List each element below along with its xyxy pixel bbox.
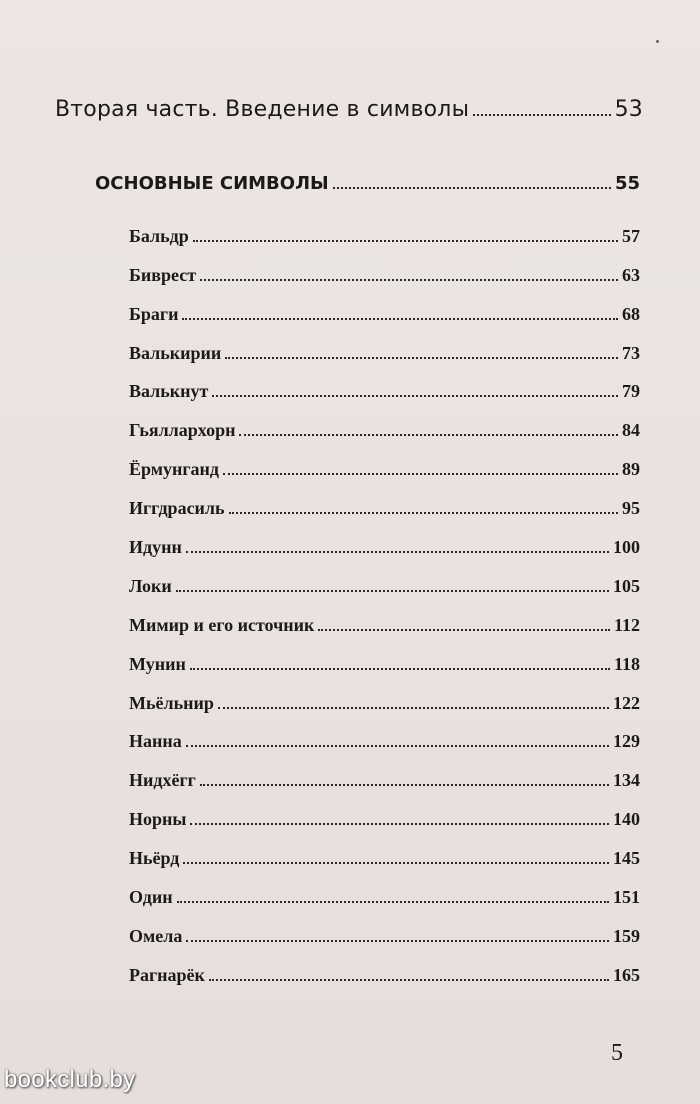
toc-entry — [129, 441, 640, 480]
toc-entry-title: Браги — [129, 303, 179, 324]
toc-entry-title: Мимир и его источник — [129, 614, 315, 635]
toc-entry — [129, 791, 640, 830]
toc-entry-list — [129, 208, 640, 986]
toc-entry — [129, 247, 640, 286]
dot-leader — [229, 512, 618, 514]
page-number: 5 — [611, 1040, 623, 1066]
section-page: 55 — [614, 173, 640, 194]
toc-entry-page: 68 — [622, 303, 640, 324]
dot-leader — [318, 629, 610, 631]
toc-entry-page: 129 — [613, 731, 640, 752]
toc-entry-title: Омела — [129, 925, 183, 946]
toc-entry-page: 95 — [622, 498, 640, 519]
toc-entry — [129, 714, 640, 753]
toc-entry-page: 57 — [622, 225, 640, 246]
section-title: ОСНОВНЫЕ СИМВОЛЫ — [95, 173, 329, 194]
toc-entry-page: 145 — [613, 848, 640, 869]
toc-entry — [129, 208, 640, 247]
toc-entry — [129, 480, 640, 519]
dot-leader — [183, 862, 609, 864]
dot-leader — [186, 551, 609, 553]
toc-entry — [129, 752, 640, 791]
dot-leader — [186, 745, 609, 747]
dot-leader — [190, 668, 610, 670]
toc-entry — [129, 519, 640, 558]
toc-entry-page: 89 — [622, 459, 640, 480]
dot-leader — [333, 187, 611, 189]
toc-entry — [129, 675, 640, 714]
toc-entry-page: 118 — [613, 653, 640, 674]
toc-entry — [129, 869, 640, 908]
toc-entry — [129, 286, 640, 325]
toc-entry-page: 134 — [613, 770, 640, 791]
toc-entry-title: Нанна — [129, 731, 182, 752]
toc-entry-title: Биврест — [129, 264, 197, 285]
toc-entry-page: 73 — [622, 342, 640, 363]
toc-entry-title: Норны — [129, 809, 187, 830]
paper-speck — [656, 40, 659, 43]
toc-section-heading — [95, 164, 640, 194]
dot-leader — [182, 318, 618, 320]
toc-entry-title: Локи — [129, 575, 172, 596]
toc-entry — [129, 558, 640, 597]
toc-entry-title: Один — [129, 887, 173, 908]
toc-entry-page: 105 — [613, 575, 640, 596]
toc-entry — [129, 402, 640, 441]
dot-leader — [239, 434, 618, 436]
toc-entry-title: Валькирии — [129, 342, 222, 363]
toc-entry-page: 140 — [613, 809, 640, 830]
toc-entry-page: 151 — [613, 887, 640, 908]
toc-entry — [129, 947, 640, 986]
part-title: Вторая часть. Введение в символы — [55, 97, 470, 122]
dot-leader — [473, 114, 610, 116]
toc-entry-page: 159 — [613, 925, 640, 946]
dot-leader — [200, 279, 618, 281]
toc-entry-title: Валькнут — [129, 381, 209, 402]
toc-entry-page: 84 — [622, 420, 640, 441]
dot-leader — [176, 590, 609, 592]
part-page: 53 — [614, 97, 643, 122]
toc-entry — [129, 830, 640, 869]
dot-leader — [212, 395, 618, 397]
toc-entry-page: 79 — [622, 381, 640, 402]
dot-leader — [225, 357, 618, 359]
toc-entry-title: Бальдр — [129, 225, 189, 246]
toc-entry-title: Ньёрд — [129, 848, 180, 869]
toc-entry-page: 63 — [622, 264, 640, 285]
toc-entry — [129, 325, 640, 364]
toc-entry — [129, 908, 640, 947]
dot-leader — [200, 784, 609, 786]
toc-entry-title: Иггдрасиль — [129, 498, 225, 519]
dot-leader — [209, 979, 609, 981]
toc-entry-title: Идунн — [129, 537, 182, 558]
toc-entry — [129, 597, 640, 636]
toc-entry — [129, 364, 640, 403]
dot-leader — [177, 901, 609, 903]
toc-part-heading — [55, 84, 643, 122]
dot-leader — [223, 473, 618, 475]
toc-entry-page: 112 — [613, 614, 640, 635]
toc-entry — [129, 636, 640, 675]
dot-leader — [186, 940, 609, 942]
watermark: bookclub.by — [4, 1066, 136, 1093]
toc-entry-title: Рагнарёк — [129, 964, 205, 985]
toc-entry-page: 100 — [613, 537, 640, 558]
dot-leader — [218, 707, 609, 709]
toc-entry-page: 165 — [613, 964, 640, 985]
toc-entry-page: 122 — [613, 692, 640, 713]
dot-leader — [193, 240, 618, 242]
toc-entry-title: Мунин — [129, 653, 186, 674]
toc-entry-title: Гьяллархорн — [129, 420, 236, 441]
toc-entry-title: Ёрмунганд — [129, 459, 220, 480]
toc-entry-title: Нидхёгг — [129, 770, 196, 791]
toc-entry-title: Мьёльнир — [129, 692, 214, 713]
dot-leader — [190, 823, 609, 825]
